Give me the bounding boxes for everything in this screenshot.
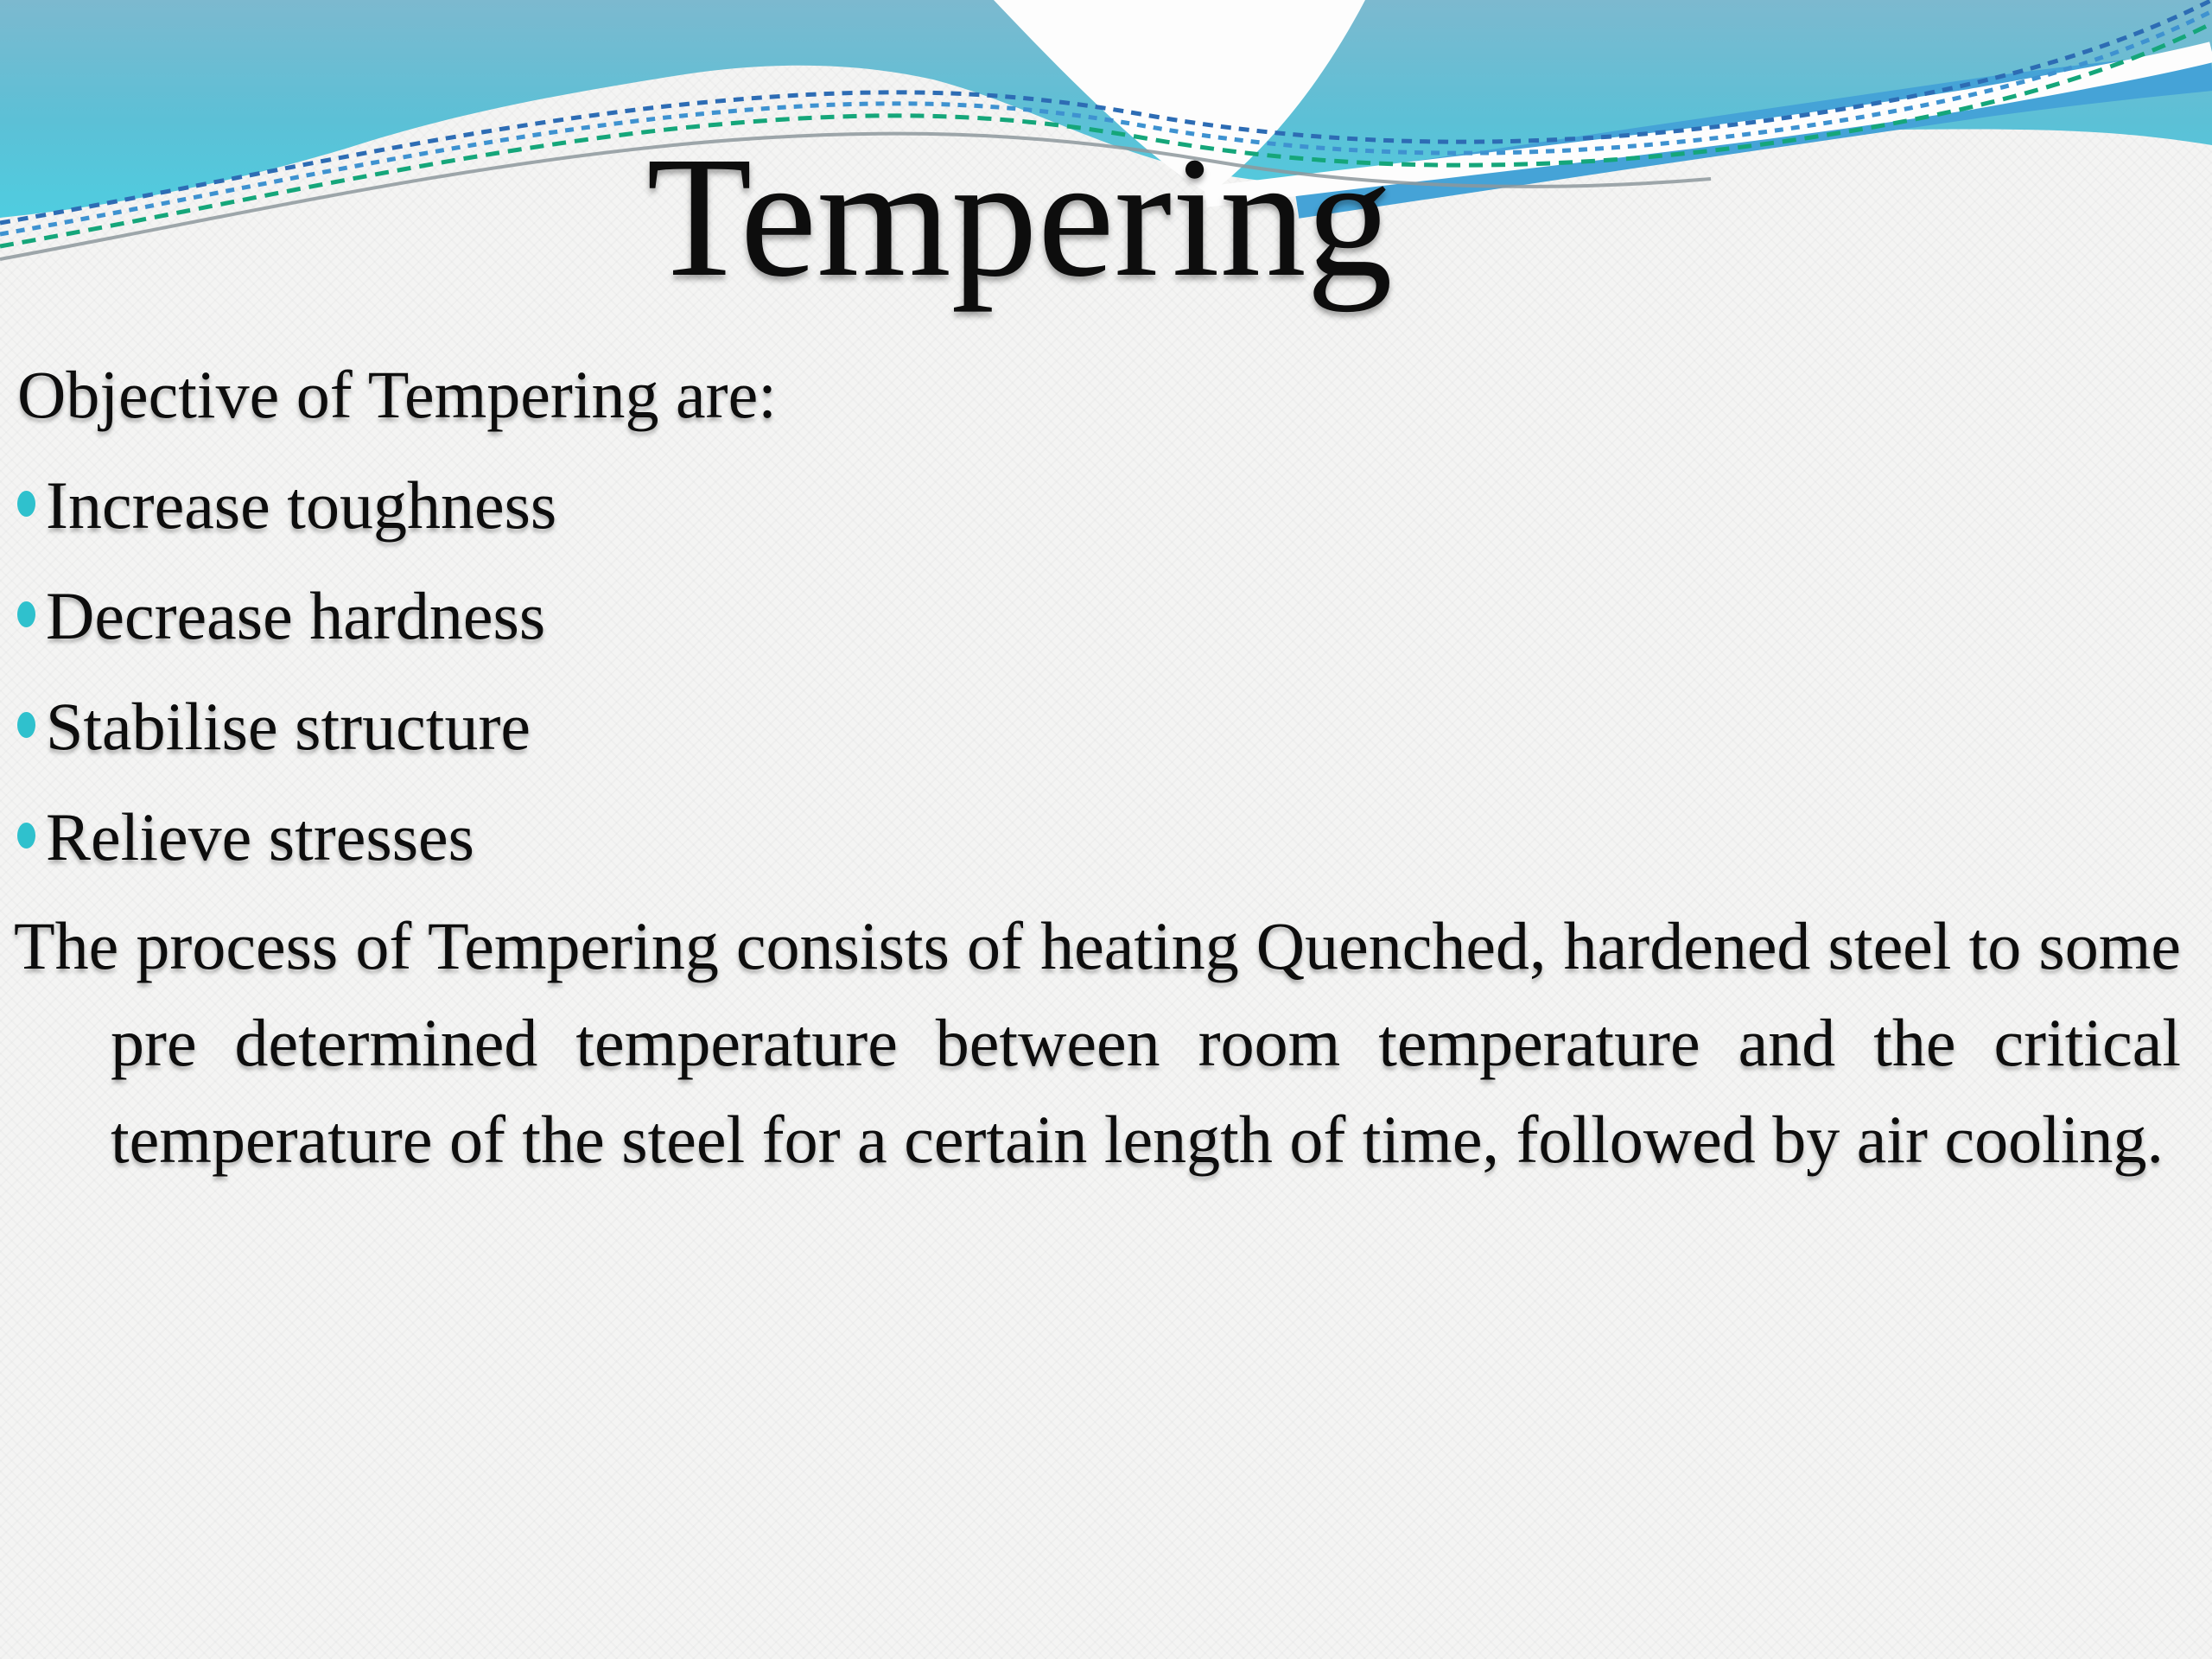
slide-title: Tempering — [646, 122, 1393, 313]
paragraph-line: temperature of the steel for a certain length of time, followed by air cooling. — [111, 1102, 2164, 1177]
paragraph-line: The process of Tempering consists of heating Quenched, hardened steel to some — [14, 908, 2181, 983]
bullet-circle-icon — [17, 712, 35, 738]
bullet-item — [17, 689, 2212, 764]
bullet-label: Increase toughness — [46, 467, 557, 543]
paragraph-line: pre determined temperature between room temperature and the critical — [111, 1005, 2181, 1080]
bullet-label: Stabilise structure — [46, 689, 531, 764]
bullet-circle-icon — [17, 491, 35, 517]
intro-line: Objective of Tempering are: — [17, 357, 777, 432]
bullet-circle-icon — [17, 601, 35, 627]
bullet-item — [17, 467, 2212, 543]
bullet-circle-icon — [17, 823, 35, 849]
bullet-label: Decrease hardness — [46, 578, 546, 653]
bullet-item — [17, 799, 2212, 874]
bullet-label: Relieve stresses — [46, 799, 475, 874]
bullet-item — [17, 578, 2212, 653]
